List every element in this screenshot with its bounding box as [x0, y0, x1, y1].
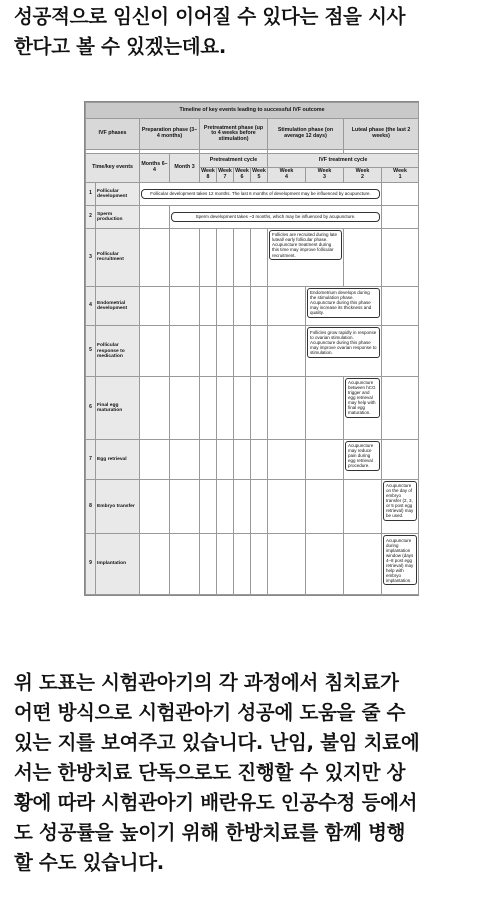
empty-cell	[306, 376, 344, 439]
empty-cell	[234, 479, 251, 534]
annotation-note: Acupuncture on the day of embryo transfer (2, 3, or 5 post egg retrieval) may be used.	[383, 481, 417, 521]
empty-cell	[268, 534, 306, 595]
row-label: Embryo transfer	[96, 479, 140, 534]
week-number: 1	[398, 173, 402, 180]
week-label: Week	[393, 168, 407, 175]
annotation-cell	[306, 286, 382, 326]
row-label: Follicular recruitment	[96, 228, 140, 286]
empty-cell	[170, 479, 200, 534]
ivf-timeline-figure	[84, 101, 419, 596]
annotation-cell	[140, 182, 382, 205]
ivf-timeline-table	[85, 102, 419, 595]
annotation-cell	[306, 326, 382, 376]
empty-cell	[200, 439, 217, 479]
empty-cell	[344, 534, 382, 595]
empty-cell	[306, 479, 344, 534]
text-line: 서는 한방치료 단독으로도 진행할 수 있지만 상	[14, 761, 406, 784]
time-key-events-header: Time/key events	[86, 154, 140, 182]
empty-cell	[268, 326, 306, 376]
empty-cell	[170, 228, 200, 286]
text-line: 도 성공률을 높이기 위해 한방치료를 함께 병행	[14, 821, 406, 844]
timeline-row	[86, 376, 419, 439]
annotation-note: Follicles grow rapidly in response to ovarian stimulation. Acupuncture during this phase may improve ovarian response to stimulation.	[307, 327, 380, 357]
timeline-row	[86, 479, 419, 534]
empty-cell	[234, 376, 251, 439]
pretreatment-cycle-header: Pretreatment cycle	[200, 154, 268, 168]
week-number: 3	[323, 173, 326, 180]
timeline-row	[86, 286, 419, 326]
empty-cell	[344, 479, 382, 534]
row-label: Endometrial development	[96, 286, 140, 326]
ivf-phases-header: IVF phases	[86, 118, 140, 149]
empty-cell	[251, 286, 268, 326]
empty-cell	[382, 205, 419, 228]
empty-cell	[234, 286, 251, 326]
text-line: 할 수도 있습니다.	[14, 851, 164, 874]
annotation-note: Endometrium develops during the stimulation phase. Acupuncture during this phase may increase its thickness and quality.	[307, 288, 380, 318]
bottom-paragraph	[14, 668, 494, 878]
annotation-note: Acupuncture during implantation window (days 4–8 post egg retrieval) may help with embryo implantation.	[383, 535, 417, 585]
luteal-phase-header: Luteal phase (the last 2 weeks)	[344, 118, 419, 149]
row-label: Implantation	[96, 534, 140, 595]
timeline-row	[86, 439, 419, 479]
row-label: Final egg maturation	[96, 376, 140, 439]
row-label: Follicular development	[96, 182, 140, 205]
empty-cell	[170, 376, 200, 439]
week-number: 4	[285, 173, 288, 180]
timeline-row	[86, 205, 419, 228]
empty-cell	[217, 534, 234, 595]
week-header	[251, 167, 268, 182]
empty-cell	[140, 205, 170, 228]
empty-cell	[170, 286, 200, 326]
week-label: Week	[317, 168, 332, 175]
empty-cell	[217, 376, 234, 439]
week-number: 2	[361, 173, 364, 180]
week-header	[234, 167, 251, 182]
pretreatment-phase-header: Pretreatment phase (up to 4 weeks before stimulation)	[200, 118, 268, 149]
empty-cell	[217, 439, 234, 479]
empty-cell	[200, 479, 217, 534]
row-number: 3	[86, 228, 96, 286]
empty-cell	[382, 376, 419, 439]
empty-cell	[234, 326, 251, 376]
empty-cell	[200, 326, 217, 376]
timeline-row	[86, 228, 419, 286]
row-number: 2	[86, 205, 96, 228]
empty-cell	[217, 228, 234, 286]
row-number: 7	[86, 439, 96, 479]
row-number: 8	[86, 479, 96, 534]
text-line: 있는 지를 보여주고 있습니다. 난임, 불임 치료에	[14, 731, 420, 754]
annotation-cell	[344, 376, 382, 439]
ivf-cycle-header: IVF treatment cycle	[268, 154, 419, 168]
empty-cell	[234, 228, 251, 286]
annotation-cell	[268, 228, 344, 286]
empty-cell	[382, 182, 419, 205]
empty-cell	[140, 534, 170, 595]
empty-cell	[268, 376, 306, 439]
annotation-cell	[382, 534, 419, 595]
empty-cell	[170, 439, 200, 479]
week-header	[268, 167, 306, 182]
empty-cell	[200, 286, 217, 326]
week-label: Week	[218, 168, 232, 175]
empty-cell	[268, 479, 306, 534]
annotation-cell	[170, 205, 382, 228]
row-number: 4	[86, 286, 96, 326]
text-line: 위 도표는 시험관아기의 각 과정에서 침치료가	[14, 671, 399, 694]
month3-header: Month 3	[170, 154, 200, 182]
preparation-phase-header: Preparation phase (3–4 months)	[140, 118, 200, 149]
week-label: Week	[252, 168, 266, 175]
empty-cell	[200, 376, 217, 439]
timeline-row	[86, 182, 419, 205]
empty-cell	[306, 534, 344, 595]
empty-cell	[170, 326, 200, 376]
week-label: Week	[235, 168, 249, 175]
text-line: 한다고 볼 수 있겠는데요.	[14, 35, 226, 58]
timeline-row	[86, 326, 419, 376]
empty-cell	[382, 286, 419, 326]
annotation-note: Acupuncture may reduce pain during egg retrieval procedure.	[345, 441, 380, 471]
week-number: 8	[206, 173, 210, 180]
week-header	[382, 167, 419, 182]
row-number: 6	[86, 376, 96, 439]
empty-cell	[251, 376, 268, 439]
week-header	[306, 167, 344, 182]
figure-title: Timeline of key events leading to successful IVF outcome	[86, 103, 419, 119]
text-line: 어떤 방식으로 시험관아기 성공에 도움을 줄 수	[14, 701, 406, 724]
annotation-note: Acupuncture between hCG trigger and egg retrieval may help with final egg maturation.	[345, 378, 380, 418]
empty-cell	[382, 228, 419, 286]
empty-cell	[217, 479, 234, 534]
empty-cell	[200, 228, 217, 286]
row-number: 5	[86, 326, 96, 376]
empty-cell	[306, 439, 344, 479]
empty-cell	[382, 439, 419, 479]
empty-cell	[217, 286, 234, 326]
empty-cell	[140, 286, 170, 326]
annotation-note: Follicles are recruited during late luteal/ early follicular phase. Acupuncture treatment during this time may improve follicular recruitment.	[269, 230, 342, 260]
top-paragraph	[14, 2, 494, 62]
empty-cell	[200, 534, 217, 595]
annotation-cell	[344, 439, 382, 479]
empty-cell	[268, 286, 306, 326]
empty-cell	[251, 479, 268, 534]
months-header: Months 6–4	[140, 154, 170, 182]
annotation-cell	[382, 479, 419, 534]
row-label: Egg retrieval	[96, 439, 140, 479]
empty-cell	[234, 439, 251, 479]
row-label: Follicular response to medication	[96, 326, 140, 376]
row-label: Sperm production	[96, 205, 140, 228]
empty-cell	[140, 228, 170, 286]
week-label: Week	[355, 168, 370, 175]
empty-cell	[251, 439, 268, 479]
annotation-note: Follicular development takes 12 months. The last 6 months of development may be influenced by acupuncture.	[141, 189, 380, 199]
empty-cell	[140, 439, 170, 479]
week-number: 5	[257, 173, 261, 180]
week-label: Week	[279, 168, 294, 175]
stimulation-phase-header: Stimulation phase (on average 12 days)	[268, 118, 344, 149]
row-number: 1	[86, 182, 96, 205]
annotation-note: Sperm development takes ~3 months, which may be influenced by acupuncture.	[171, 212, 380, 222]
empty-cell	[170, 534, 200, 595]
row-number: 9	[86, 534, 96, 595]
empty-cell	[251, 534, 268, 595]
week-label: Week	[201, 168, 215, 175]
empty-cell	[251, 228, 268, 286]
empty-cell	[382, 326, 419, 376]
empty-cell	[268, 439, 306, 479]
timeline-row	[86, 534, 419, 595]
empty-cell	[140, 376, 170, 439]
empty-cell	[140, 326, 170, 376]
week-header	[200, 167, 217, 182]
empty-cell	[344, 228, 382, 286]
text-line: 성공적으로 임신이 이어질 수 있다는 점을 시사	[14, 5, 406, 28]
week-number: 7	[223, 173, 227, 180]
week-number: 6	[240, 173, 244, 180]
text-line: 황에 따라 시험관아기 배란유도 인공수정 등에서	[14, 791, 418, 814]
empty-cell	[234, 534, 251, 595]
empty-cell	[140, 479, 170, 534]
empty-cell	[251, 326, 268, 376]
week-header	[217, 167, 234, 182]
empty-cell	[217, 326, 234, 376]
week-header	[344, 167, 382, 182]
